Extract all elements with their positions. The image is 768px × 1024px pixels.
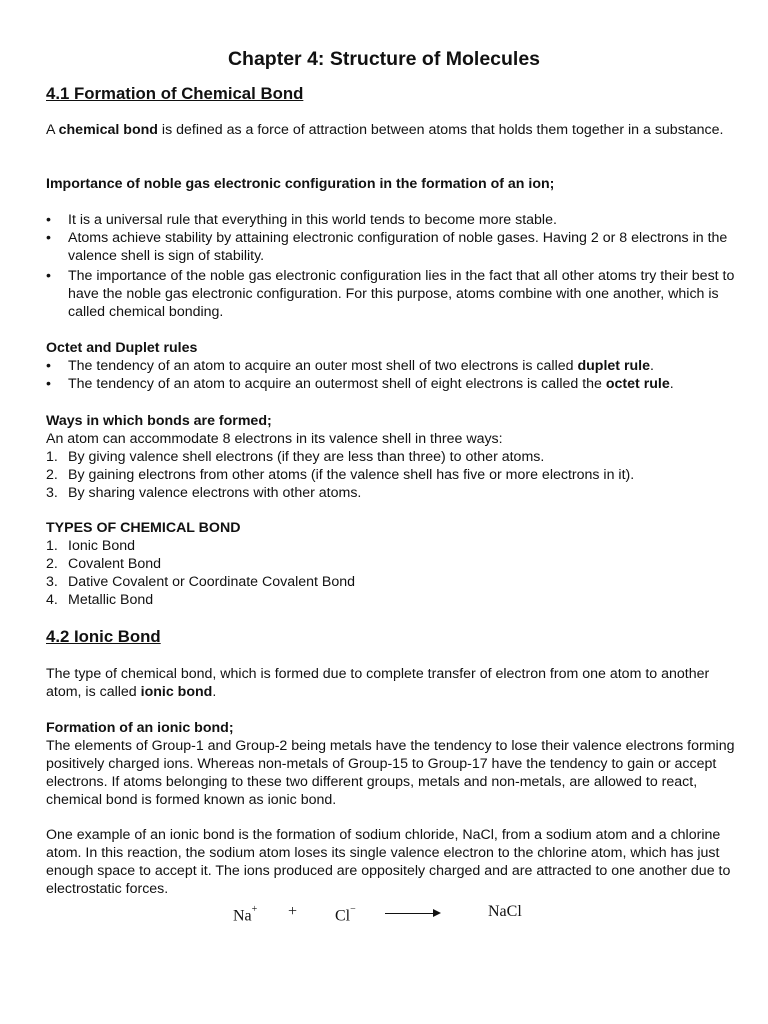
bullet-dot: • bbox=[46, 358, 51, 374]
list-item bbox=[46, 573, 736, 591]
definition-post: . bbox=[212, 684, 217, 700]
bullet-item bbox=[46, 267, 736, 321]
list-number: 1. bbox=[46, 449, 58, 465]
example-paragraph: One example of an ionic bond is the formation of sodium chloride, NaCl, from a sodium atom and a chlorine atom. In this reaction, the sodium atom loses its single valence electron to the chlorine atom, which has just enough space to accept it. The ions produced are oppositely charged and are attracted to one another due to electrostatic forces. bbox=[46, 827, 731, 897]
list-text: Dative Covalent or Coordinate Covalent Bond bbox=[68, 574, 356, 590]
bullet-text: It is a universal rule that everything in this world tends to become more stable. bbox=[68, 212, 557, 228]
list-number: 3. bbox=[46, 574, 58, 590]
formation-paragraph: The elements of Group-1 and Group-2 being metals have the tendency to lose their valence electrons forming positively charged ions. Whereas non-metals of Group-15 to Group-17 have the tendency to gain or accept electrons. If atoms belonging to these two different groups, metals and non-metals, are allowed to react, chemical bond is formed known as ionic bond. bbox=[46, 738, 735, 808]
list-text: By gaining electrons from other atoms (if the valence shell has five or more electrons in it). bbox=[68, 467, 635, 483]
section-heading-4-1: 4.1 Formation of Chemical Bond bbox=[46, 84, 304, 103]
bullet-item bbox=[46, 229, 736, 265]
list-number: 3. bbox=[46, 485, 58, 501]
definition-pre: A bbox=[46, 122, 59, 138]
definition-post: is defined as a force of attraction between atoms that holds them together in a substance. bbox=[157, 122, 724, 138]
positive-charge: + bbox=[251, 904, 258, 915]
bullet-item bbox=[46, 211, 736, 229]
formation-heading: Formation of an ionic bond; bbox=[46, 720, 234, 736]
bullet-dot: • bbox=[46, 230, 51, 246]
bullet-text-end: . bbox=[669, 376, 674, 392]
list-item bbox=[46, 466, 736, 484]
octet-duplet-heading: Octet and Duplet rules bbox=[46, 340, 198, 356]
chemical-bond-definition bbox=[46, 121, 736, 139]
bullet-text: Atoms achieve stability by attaining electronic configuration of noble gases. Having 2 or 8 electrons in the valence shell is sign of stability. bbox=[68, 230, 728, 264]
list-item bbox=[46, 448, 736, 466]
bullet-dot: • bbox=[46, 376, 51, 392]
list-text: By sharing valence electrons with other atoms. bbox=[68, 485, 362, 501]
duplet-rule-term: duplet rule bbox=[577, 358, 650, 374]
sodium-symbol: Na bbox=[233, 907, 252, 925]
list-number: 4. bbox=[46, 592, 58, 608]
ionic-bond-definition bbox=[46, 665, 736, 701]
octet-rule-term: octet rule bbox=[605, 376, 670, 392]
definition-term: ionic bond bbox=[140, 684, 213, 700]
equation-plus: + bbox=[288, 903, 298, 920]
section-heading-4-2: 4.2 Ionic Bond bbox=[46, 627, 161, 646]
negative-charge: − bbox=[350, 904, 356, 915]
list-text: Ionic Bond bbox=[68, 538, 136, 554]
bullet-dot: • bbox=[46, 268, 51, 284]
bullet-text: The tendency of an atom to acquire an outer most shell of two electrons is called bbox=[68, 358, 578, 374]
definition-term: chemical bond bbox=[58, 122, 158, 138]
list-text: Covalent Bond bbox=[68, 556, 162, 572]
list-item bbox=[46, 555, 736, 573]
bullet-dot: • bbox=[46, 212, 51, 228]
bullet-item bbox=[46, 375, 736, 393]
importance-heading: Importance of noble gas electronic configuration in the formation of an ion; bbox=[46, 176, 555, 192]
bullet-text: The importance of the noble gas electronic configuration lies in the fact that all other atoms try their best to have the noble gas electronic configuration. For this purpose, atoms combine with one another, which is called chemical bonding. bbox=[68, 268, 735, 320]
list-number: 2. bbox=[46, 467, 58, 483]
types-heading: TYPES OF CHEMICAL BOND bbox=[46, 520, 241, 536]
bullet-item bbox=[46, 357, 736, 375]
chlorine-symbol: Cl bbox=[335, 907, 351, 925]
equation-chloride-ion bbox=[335, 902, 356, 926]
definition-pre: The type of chemical bond, which is formed due to complete transfer of electron from one atom to another atom, is called bbox=[46, 666, 710, 700]
equation-product: NaCl bbox=[488, 903, 522, 920]
list-number: 2. bbox=[46, 556, 58, 572]
bullet-text-end: . bbox=[649, 358, 654, 374]
ways-intro: An atom can accommodate 8 electrons in its valence shell in three ways: bbox=[46, 431, 503, 447]
equation-sodium-ion bbox=[233, 902, 257, 926]
list-item bbox=[46, 537, 736, 555]
list-item bbox=[46, 484, 736, 502]
list-text: Metallic Bond bbox=[68, 592, 154, 608]
list-number: 1. bbox=[46, 538, 58, 554]
list-text: By giving valence shell electrons (if they are less than three) to other atoms. bbox=[68, 449, 545, 465]
list-item bbox=[46, 591, 736, 609]
reaction-arrow-icon bbox=[385, 913, 441, 923]
page-title: Chapter 4: Structure of Molecules bbox=[227, 48, 541, 70]
bullet-text: The tendency of an atom to acquire an outermost shell of eight electrons is called the bbox=[68, 376, 606, 392]
ways-heading: Ways in which bonds are formed; bbox=[46, 413, 272, 429]
